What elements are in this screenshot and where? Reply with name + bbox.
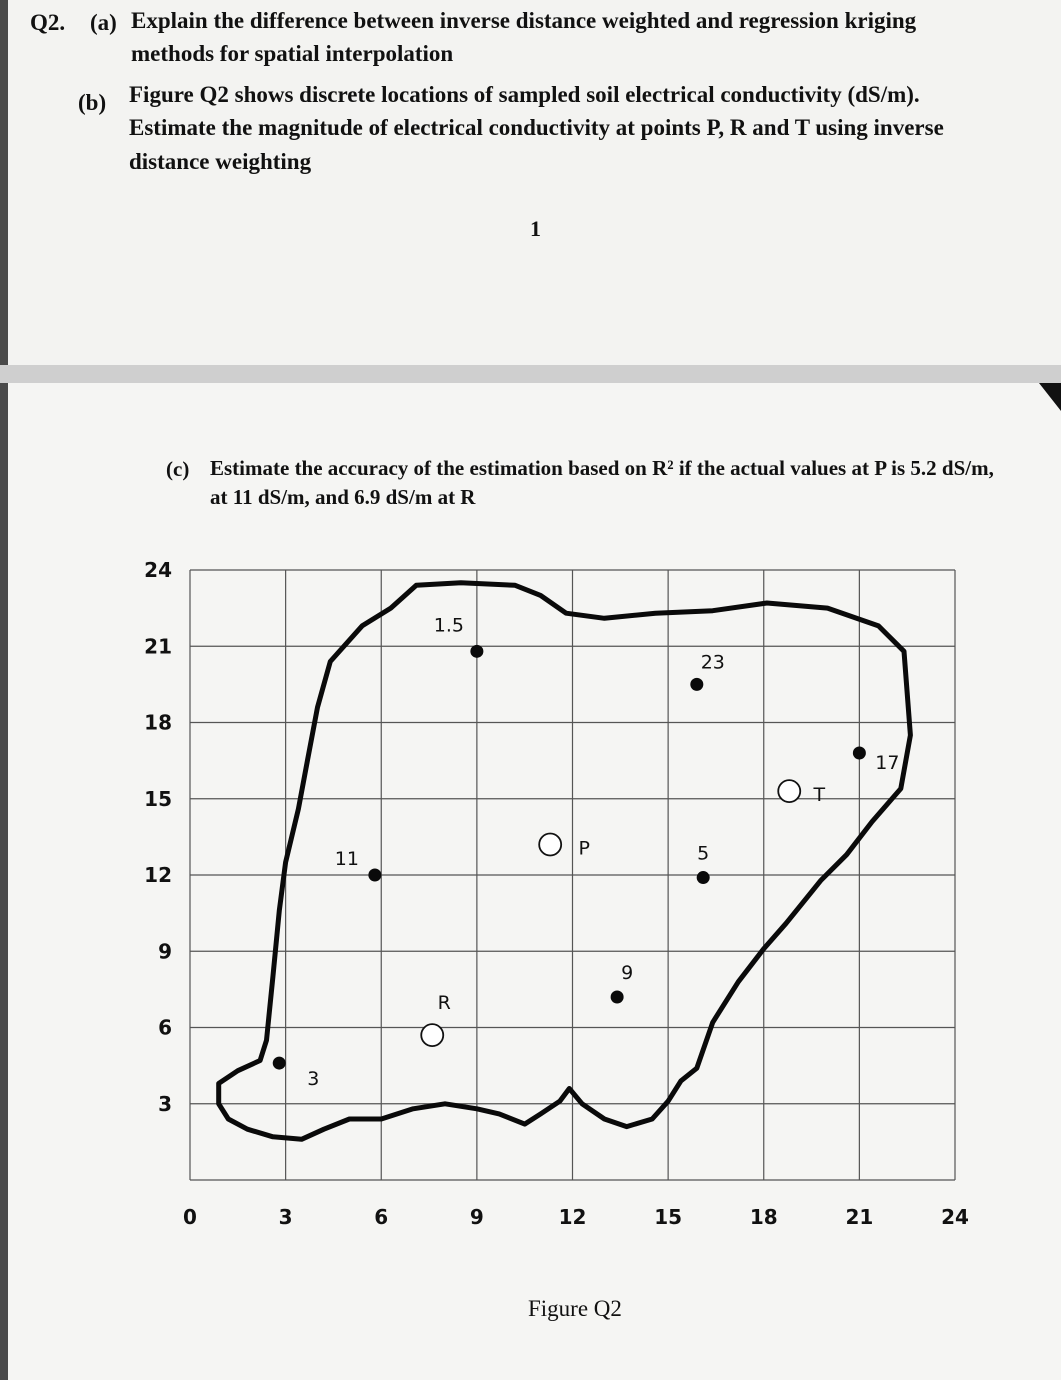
question-number: Q2. bbox=[30, 10, 66, 35]
y-tick-label: 3 bbox=[158, 1091, 172, 1116]
estimation-point bbox=[421, 1024, 443, 1046]
x-tick-label: 24 bbox=[941, 1205, 969, 1229]
data-points bbox=[273, 614, 900, 1090]
estimation-point bbox=[539, 834, 561, 856]
sample-point bbox=[853, 747, 866, 760]
estimation-point-label: T bbox=[813, 784, 826, 807]
sample-value-label: 17 bbox=[875, 752, 900, 774]
y-tick-label: 24 bbox=[144, 558, 172, 582]
part-a-line-2: methods for spatial interpolation bbox=[131, 41, 454, 67]
sample-point bbox=[611, 991, 624, 1004]
field-boundary-line bbox=[219, 583, 911, 1140]
y-tick-label: 12 bbox=[144, 863, 172, 887]
sample-value-label: 1.5 bbox=[433, 614, 464, 637]
estimation-point-label: P bbox=[578, 837, 590, 860]
part-a-label: (a) bbox=[90, 10, 117, 35]
sample-point bbox=[273, 1057, 286, 1070]
field-boundary bbox=[219, 583, 911, 1140]
sample-value-label: 9 bbox=[621, 962, 634, 984]
x-tick-label: 18 bbox=[749, 1205, 778, 1229]
y-tick-label: 9 bbox=[158, 939, 172, 964]
axis-ticks bbox=[144, 558, 969, 1229]
part-b-line-3: distance weighting bbox=[129, 148, 312, 174]
part-c-line-2: at 11 dS/m, and 6.9 dS/m at R bbox=[210, 485, 476, 510]
estimation-point-label: R bbox=[437, 992, 451, 1015]
sample-point bbox=[470, 645, 483, 658]
estimation-point bbox=[778, 780, 800, 802]
part-b-line-1: Figure Q2 shows discrete locations of sampled soil electrical conductivity (dS/m). bbox=[129, 82, 920, 107]
y-tick-label: 15 bbox=[144, 786, 172, 811]
part-b-line-2: Estimate the magnitude of electrical conductivity at points P, R and T using inverse bbox=[129, 115, 944, 141]
sample-value-label: 11 bbox=[334, 848, 359, 870]
x-tick-label: 6 bbox=[374, 1205, 389, 1229]
sample-point bbox=[690, 678, 703, 691]
figure-caption: Figure Q2 bbox=[528, 1296, 622, 1321]
sample-point bbox=[697, 871, 710, 884]
part-c-line-1: Estimate the accuracy of the estimation based on R² if the actual values at P is 5.2 dS/m, bbox=[210, 456, 994, 480]
sample-value-label: 3 bbox=[307, 1068, 320, 1091]
part-b-label: (b) bbox=[78, 90, 107, 115]
y-tick-label: 6 bbox=[158, 1015, 172, 1040]
x-tick-label: 15 bbox=[654, 1205, 683, 1229]
part-a-line-1: Explain the difference between inverse distance weighted and regression kriging bbox=[131, 8, 917, 33]
x-tick-label: 3 bbox=[278, 1205, 293, 1229]
part-c-label: (c) bbox=[166, 457, 190, 481]
sample-point bbox=[368, 869, 381, 882]
sample-value-label: 23 bbox=[700, 651, 725, 674]
y-tick-label: 21 bbox=[144, 634, 172, 659]
sample-value-label: 5 bbox=[697, 842, 710, 865]
x-tick-label: 12 bbox=[558, 1205, 587, 1229]
x-tick-label: 9 bbox=[469, 1205, 484, 1229]
y-tick-label: 18 bbox=[144, 710, 172, 735]
x-tick-label: 0 bbox=[183, 1205, 197, 1229]
x-tick-label: 21 bbox=[845, 1205, 874, 1229]
page-number: 1 bbox=[530, 216, 541, 241]
